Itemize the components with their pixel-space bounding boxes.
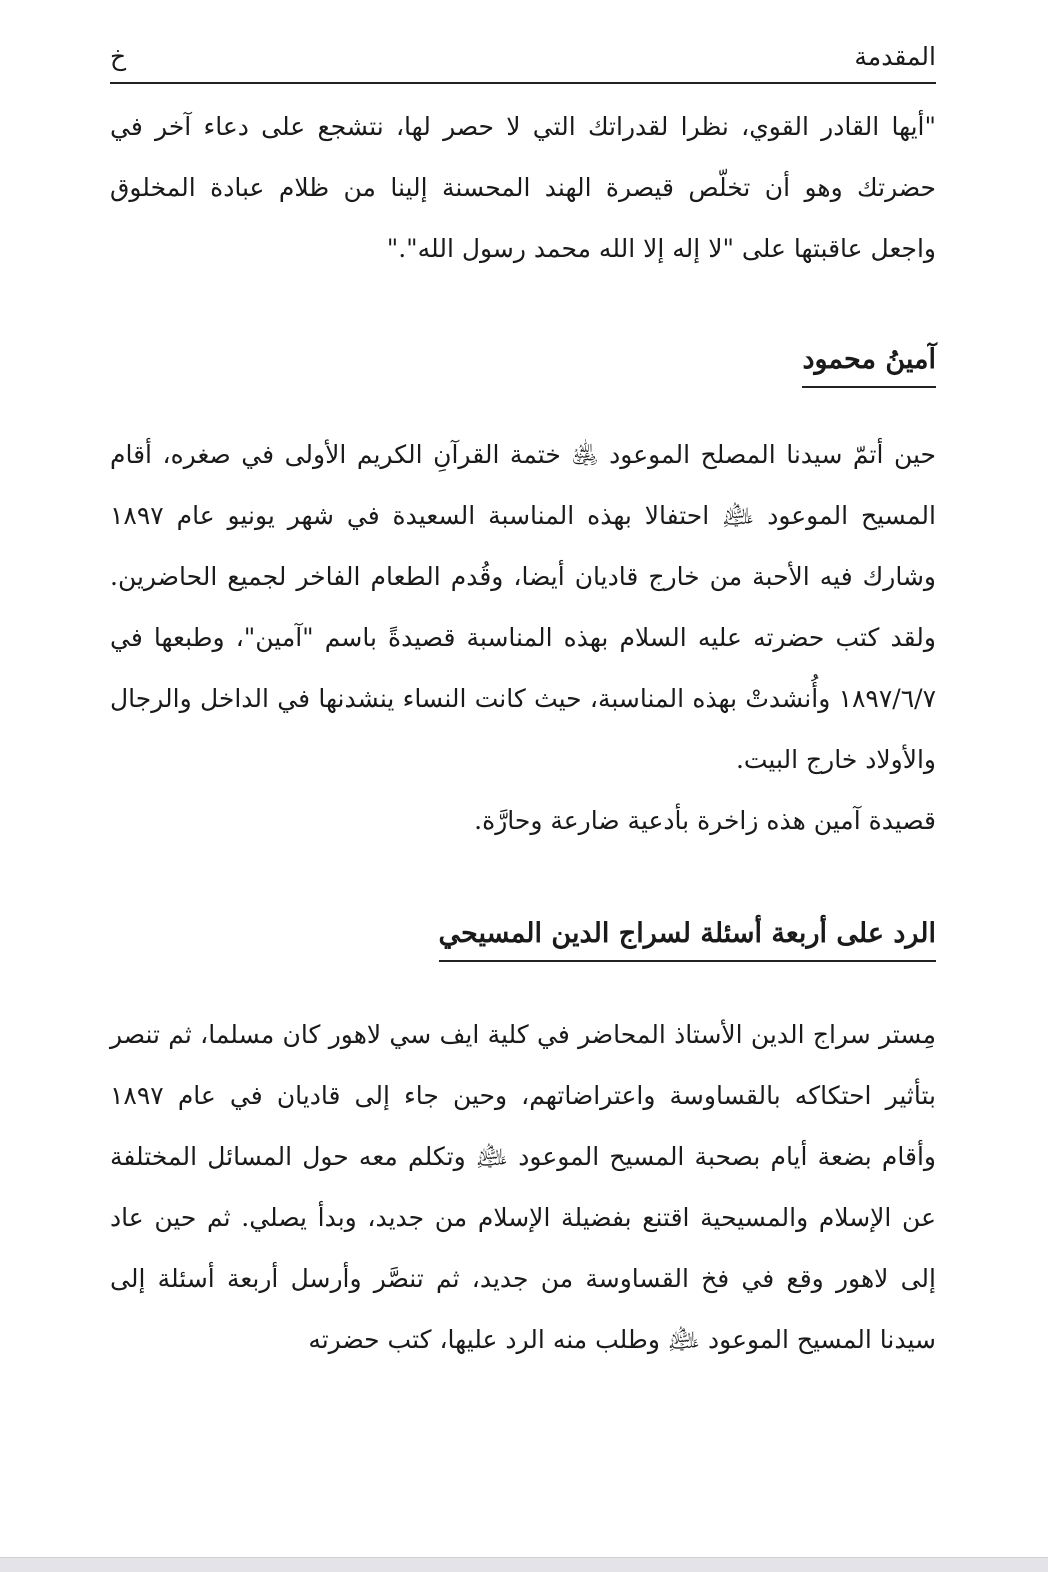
section-heading-ameen (802, 340, 936, 388)
document-page (110, 0, 936, 1540)
chapter-title: المقدمة (854, 41, 936, 71)
siraj-paragraph: مِستر سراج الدين الأستاذ المحاضر في كلية ايف سي لاهور كان مسلما، ثم تنصر بتأثير احتكاكه بالقساوسة واعتراضاتهم، وحين جاء إلى قاديان في عام ١٨٩٧ وأقام بضعة أيام بصحبة المسيح الموعود ﵇ وتكلم معه حول المسائل المختلفة عن الإسلام والمسيحية اقتنع بفضيلة الإسلام من جديد، وبدأ يصلي. ثم حين عاد إلى لاهور وقع في فخ القساوسة من جديد، ثم تنصَّر وأرسل أربعة أسئلة إلى سيدنا المسيح الموعود ﵇ وطلب منه الرد عليها، كتب حضرته (110, 1020, 936, 1354)
section-heading-siraj (439, 914, 936, 962)
section-heading-siraj-text: الرد على أربعة أسئلة لسراج الدين المسيحي (439, 914, 936, 962)
section-heading-ameen-text: آمينُ محمود (802, 340, 936, 388)
page-header (110, 30, 936, 84)
ameen-paragraph: حين أتمّ سيدنا المصلح الموعود ﵁ ختمة القرآنِ الكريم الأولى في صغره، أقام المسيح الموعود ﵇ احتفالا بهذه المناسبة السعيدة في شهر يونيو عام ١٨٩٧ وشارك فيه الأحبة من خارج قاديان أيضا، وقُدم الطعام الفاخر لجميع الحاضرين. ولقد كتب حضرته عليه السلام بهذه المناسبة قصيدةً باسم "آمين"، وطبعها في ١٨٩٧/٦/٧ وأُنشدتْ بهذه المناسبة، حيث كانت النساء ينشدنها في الداخل والرجال والأولاد خارج البيت. (110, 440, 936, 774)
page-number: خ (110, 41, 127, 71)
ameen-closing-line: قصيدة آمين هذه زاخرة بأدعية ضارعة وحارَّة. (474, 806, 936, 835)
viewer-bottom-bar (0, 1557, 1048, 1572)
opening-quote-paragraph: "أيها القادر القوي، نظرا لقدراتك التي لا حصر لها، نتشجع على دعاء آخر في حضرتك وهو أن تخلّص قيصرة الهند المحسنة إلينا من ظلام عبادة المخلوق واجعل عاقبتها على "لا إله إلا الله محمد رسول الله"." (110, 112, 937, 263)
